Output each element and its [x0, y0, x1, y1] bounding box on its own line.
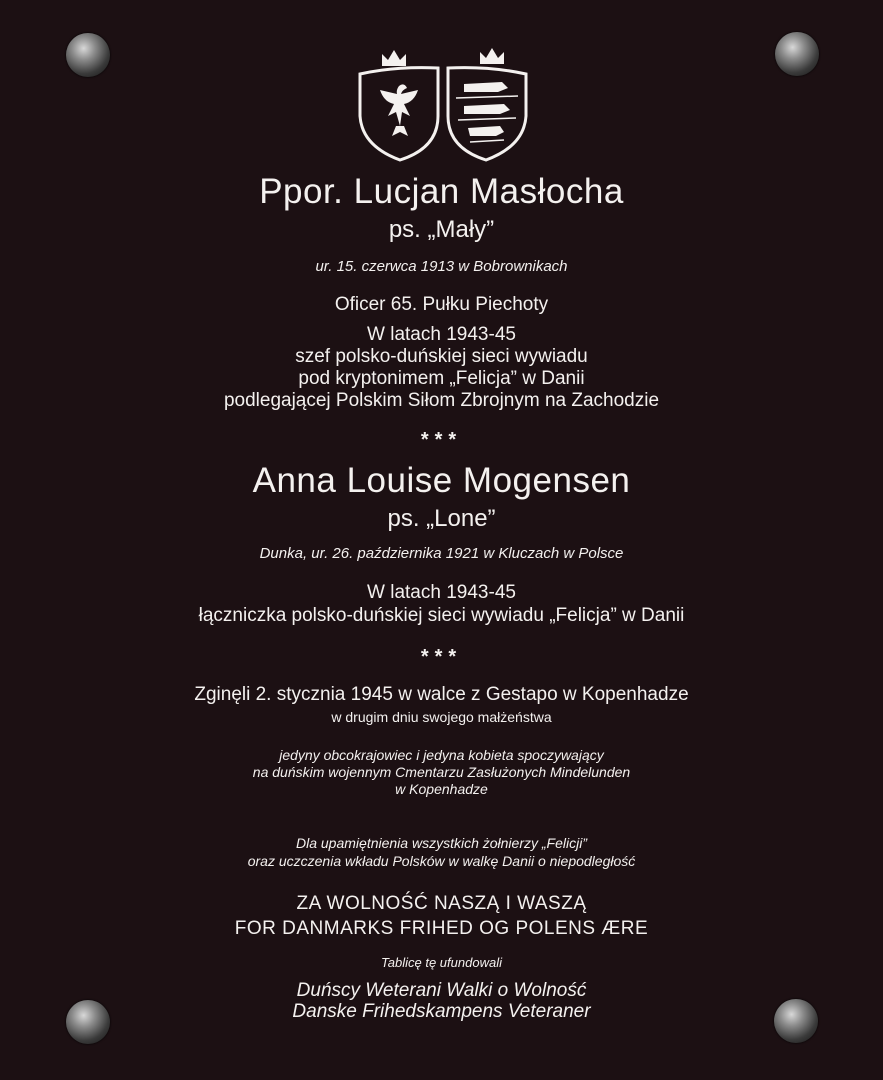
donor-danish: Danske Frihedskampens Veteraner: [292, 1001, 591, 1022]
cemetery-line-3: w Kopenhadze: [395, 781, 488, 797]
birth-lucjan: ur. 15. czerwca 1913 w Bobrownikach: [315, 258, 568, 275]
memory-line-2: oraz uczczenia wkładu Polsków w walkę Danii o niepodległość: [247, 853, 636, 869]
separator-stars: ***: [420, 429, 463, 451]
pseudonym-maly: ps. „Mały”: [388, 216, 495, 243]
motto-polish: ZA WOLNOŚĆ NASZĄ I WASZĄ: [296, 893, 587, 914]
years-lucjan: W latach 1943-45: [367, 324, 516, 345]
donor-polish: Duńscy Weterani Walki o Wolność: [296, 980, 587, 1001]
role-lucjan-2: pod kryptonimem „Felicja” w Danii: [298, 368, 585, 389]
screw-icon: [775, 32, 819, 76]
cemetery-line-1: jedyny obcokrajowiec i jedyna kobieta spoczywający: [279, 747, 604, 763]
marriage-line: w drugim dniu swojego małżeństwa: [331, 709, 552, 725]
founders-caption: Tablicę tę ufundowali: [381, 955, 502, 970]
screw-icon: [66, 33, 110, 77]
years-anna: W latach 1943-45: [367, 582, 516, 603]
motto-danish: FOR DANMARKS FRIHED OG POLENS ÆRE: [234, 918, 649, 939]
officer-line: Oficer 65. Pułku Piechoty: [334, 294, 549, 315]
birth-anna: Dunka, ur. 26. października 1921 w Kluczach w Polsce: [259, 545, 624, 562]
name-lucjan: Ppor. Lucjan Masłocha: [259, 172, 624, 211]
polish-danish-coat-of-arms-icon: [352, 46, 534, 166]
memory-line-1: Dla upamiętnienia wszystkich żołnierzy „Felicji”: [296, 835, 587, 851]
name-anna: Anna Louise Mogensen: [252, 461, 631, 500]
death-line: Zginęli 2. stycznia 1945 w walce z Gestapo w Kopenhadze: [194, 684, 689, 705]
separator-stars: ***: [420, 646, 463, 668]
role-anna: łączniczka polsko-duńskiej sieci wywiadu „Felicja” w Danii: [198, 605, 685, 626]
role-lucjan-1: szef polsko-duńskiej sieci wywiadu: [295, 346, 588, 367]
role-lucjan-3: podlegającej Polskim Siłom Zbrojnym na Zachodzie: [223, 390, 660, 411]
pseudonym-lone: ps. „Lone”: [387, 505, 496, 532]
cemetery-line-2: na duńskim wojennym Cmentarzu Zasłużonych Mindelunden: [252, 764, 631, 780]
